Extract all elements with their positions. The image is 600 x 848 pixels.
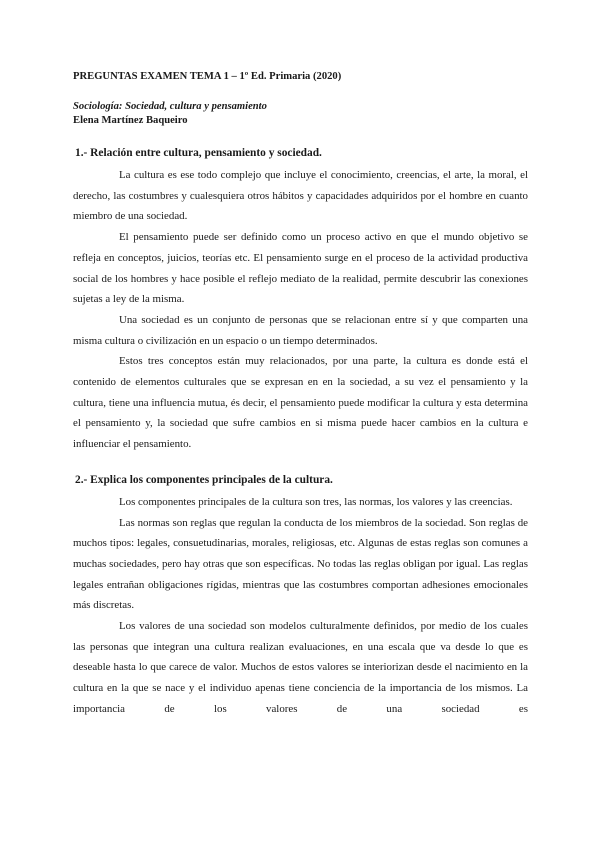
subject-line: Sociología: Sociedad, cultura y pensamiento (73, 101, 267, 112)
paragraph: La cultura es ese todo complejo que incluye el conocimiento, creencias, el arte, la moral, el derecho, las costumbres y cualesquiera otros hábitos y capacidades adquiridos por el hombre en cuanto miembro de una sociedad. (73, 169, 528, 223)
document-title: PREGUNTAS EXAMEN TEMA 1 – 1º Ed. Primaria (2020) (73, 71, 342, 82)
section-heading-1: 1.- Relación entre cultura, pensamiento y sociedad. (75, 147, 322, 159)
paragraph: Los valores de una sociedad son modelos culturalmente definidos, por medio de los cuales las personas que integran una cultura realizan evaluaciones, en una escala que va desde lo que es deseable hasta lo que carece de valor. Muchos de estos valores se interiorizan desde el nacimiento en la cultura en la que se nace y el individuo apenas tiene conciencia de la importancia de los mismos. La importancia de los valores de una sociedad es (73, 620, 528, 715)
section-heading-2: 2.- Explica los componentes principales de la cultura. (75, 473, 333, 486)
paragraph: Estos tres conceptos están muy relacionados, por una parte, la cultura es donde está el contenido de elementos culturales que se expresan en en la sociedad, a su vez el pensamiento y la cultura, tiene una influencia mutua, és decir, el pensamiento puede modificar la cultura y esta determina el pensamiento y, la sociedad que sufre cambios en si misma puede hacer cambios en la cultura e influenciar el pensamiento. (73, 355, 528, 451)
paragraph: El pensamiento puede ser definido como un proceso activo en que el mundo objetivo se refleja en conceptos, juicios, teorías etc. El pensamiento surge en el proceso de la actividad productiva social de los hombres y hace posible el reflejo mediato de la realidad, permite descubrir las conexiones sujetas a ley de la misma. (73, 231, 528, 306)
paragraph: Las normas son reglas que regulan la conducta de los miembros de la sociedad. Son reglas de muchos tipos: legales, consuetudinarias, morales, religiosas, etc. Algunas de estas reglas son comunes a muchas sociedades, pero hay otras que son específicas. No todas las reglas obligan por igual. Las reglas legales entrañan obligaciones rígidas, mientras que las costumbres comportan adhesiones emocionales más discretas. (73, 516, 528, 612)
paragraph: Una sociedad es un conjunto de personas que se relacionan entre sí y que comparten una misma cultura o civilización en un espacio o un tiempo determinados. (73, 313, 528, 347)
paragraph: Los componentes principales de la cultura son tres, las normas, los valores y las creencias. (119, 495, 513, 508)
author-line: Elena Martínez Baqueiro (73, 115, 188, 126)
